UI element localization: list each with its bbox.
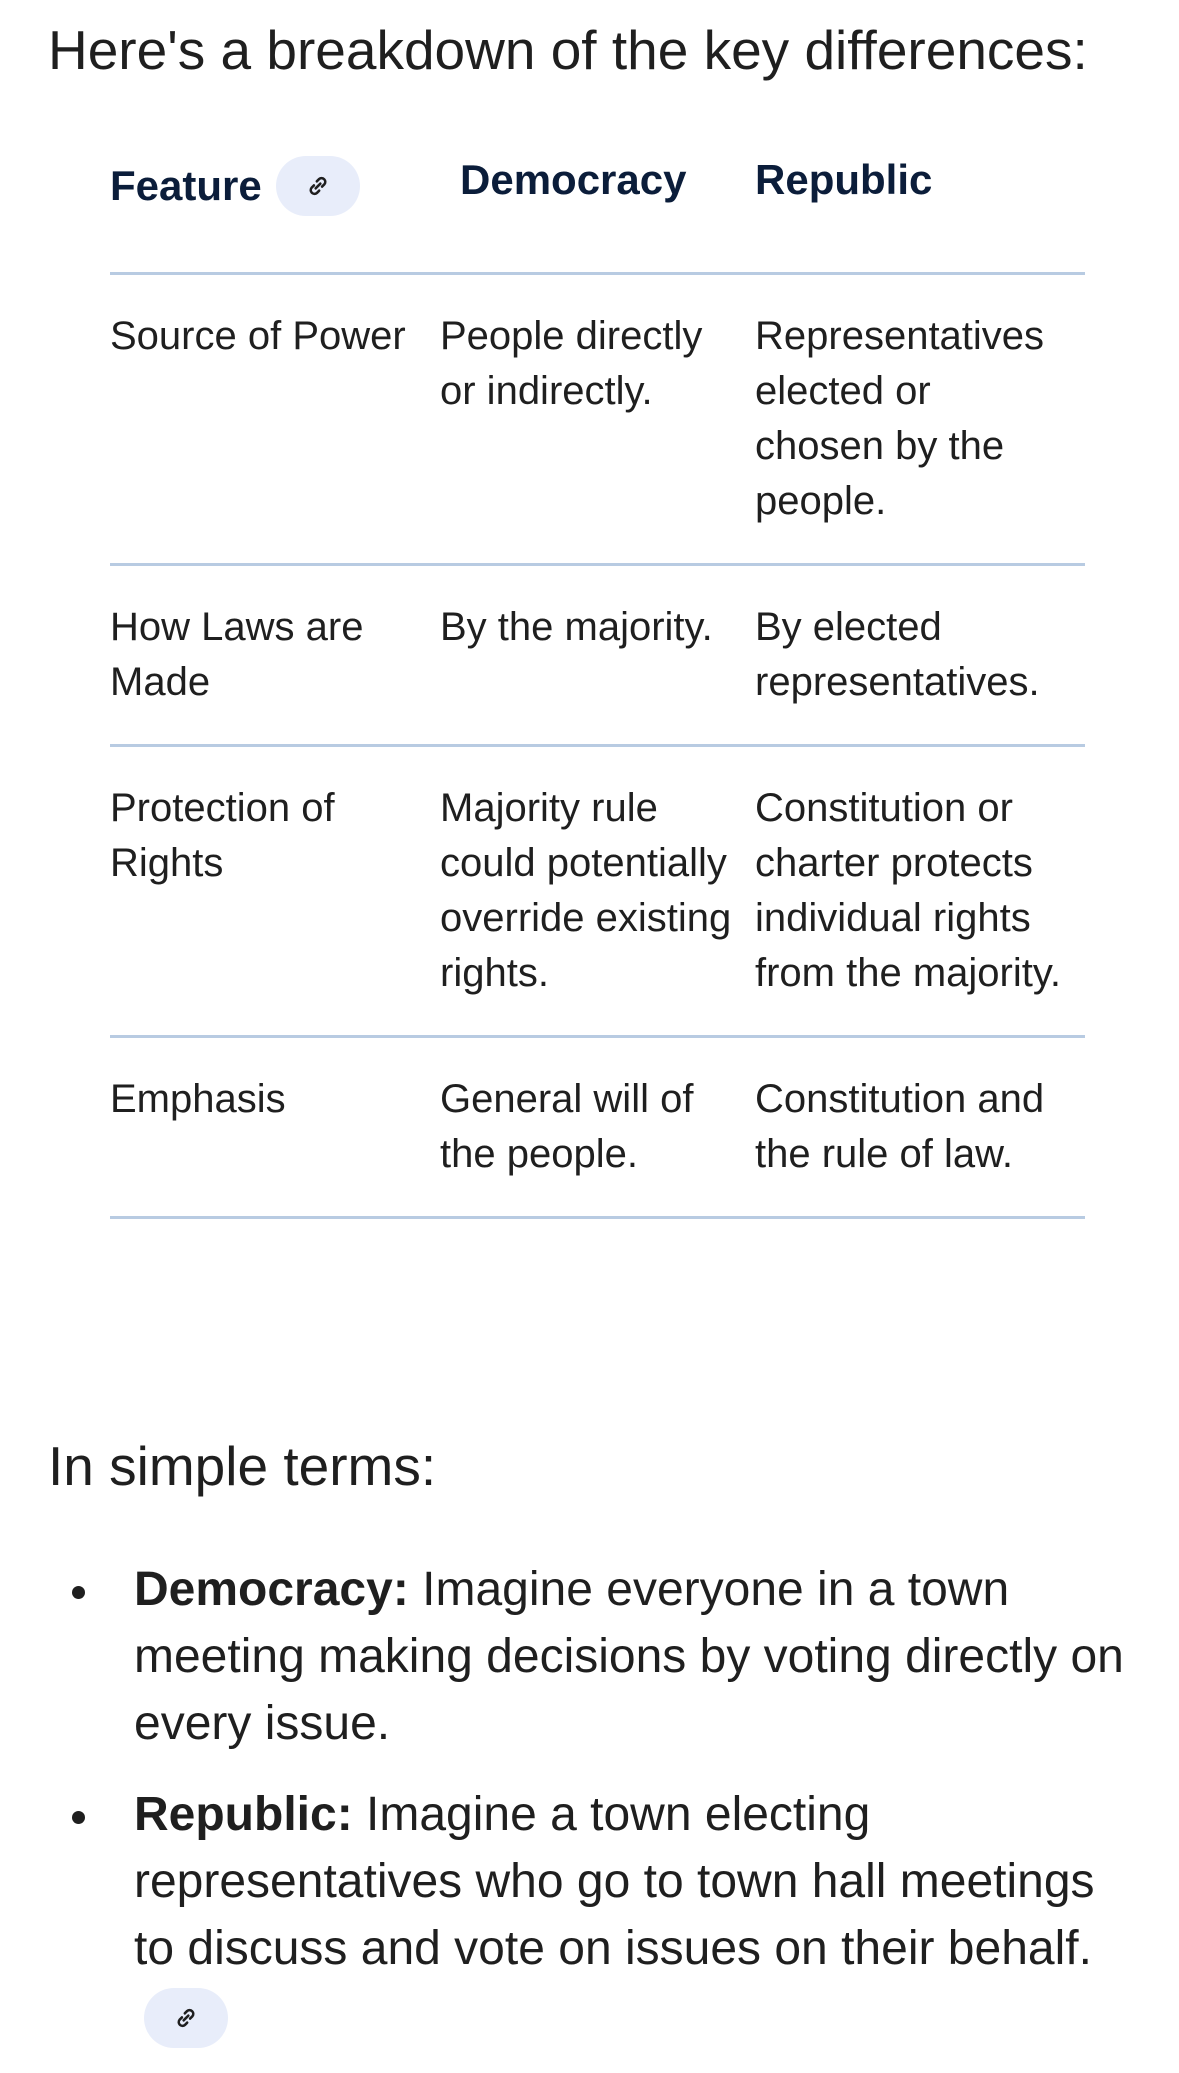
republic-cell: Constitution and the rule of law.: [755, 1037, 1085, 1218]
democracy-cell: General will of the people.: [440, 1037, 755, 1218]
intro-text: Here's a breakdown of the key differences:: [48, 19, 1088, 81]
republic-cell: By elected representatives.: [755, 565, 1085, 746]
list-item: [0, 1556, 1179, 1757]
republic-cell: Representatives elected or chosen by the people.: [755, 274, 1085, 565]
comparison-table: [110, 140, 1085, 1219]
section-heading: In simple terms:: [48, 1435, 437, 1497]
header-republic: Republic: [755, 140, 1085, 274]
bullet-text: Imagine a town electing representatives who go to town hall meetings to discuss and vote on issues on their behalf.: [134, 1788, 1095, 1975]
bullet-term: Republic:: [134, 1788, 353, 1841]
row-label: Source of Power: [110, 274, 440, 565]
table-row: [110, 274, 1085, 565]
bullet-list: [0, 1556, 1179, 2073]
header-feature-label: Feature: [110, 162, 262, 209]
header-feature: [110, 140, 440, 274]
democracy-cell: Majority rule could potentially override existing rights.: [440, 746, 755, 1037]
list-item: [0, 1781, 1179, 2049]
source-link-chip[interactable]: [144, 1988, 228, 2048]
link-icon: [304, 172, 332, 200]
table-header-row: [110, 140, 1085, 274]
republic-cell: Constitution or charter protects individual rights from the majority.: [755, 746, 1085, 1037]
bullet-term: Democracy:: [134, 1563, 409, 1616]
source-link-chip[interactable]: [276, 156, 360, 216]
democracy-cell: By the majority.: [440, 565, 755, 746]
row-label: Protection of Rights: [110, 746, 440, 1037]
table-row: [110, 1037, 1085, 1218]
table-row: [110, 565, 1085, 746]
bullet-text: Imagine everyone in a town meeting making decisions by voting directly on every issue.: [134, 1563, 1124, 1750]
table-row: [110, 746, 1085, 1037]
bullet-dot: [72, 1586, 85, 1599]
link-icon: [172, 2004, 200, 2032]
bullet-dot: [72, 1811, 85, 1824]
row-label: How Laws are Made: [110, 565, 440, 746]
header-democracy: Democracy: [440, 140, 755, 274]
democracy-cell: People directly or indirectly.: [440, 274, 755, 565]
row-label: Emphasis: [110, 1037, 440, 1218]
